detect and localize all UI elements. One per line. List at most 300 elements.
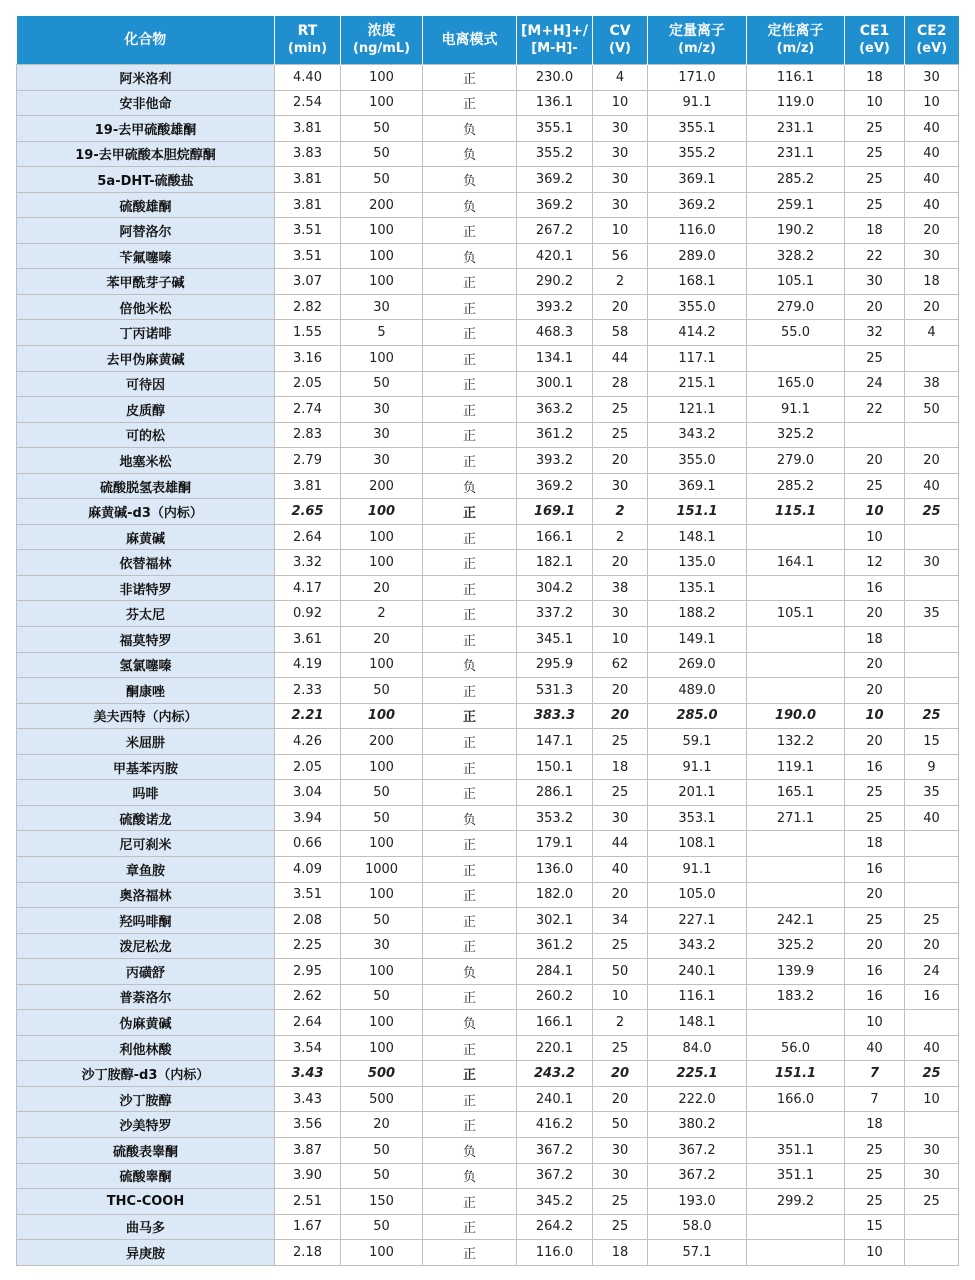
ce1-cell: 22 xyxy=(845,397,905,423)
precursor-ion-cell: 182.1 xyxy=(517,550,593,576)
rt-cell: 3.61 xyxy=(275,627,341,653)
rt-cell: 2.54 xyxy=(275,90,341,116)
ionization-mode-cell: 正 xyxy=(423,754,517,780)
column-header-line1: 浓度 xyxy=(367,23,396,39)
ionization-mode-cell: 正 xyxy=(423,65,517,91)
precursor-ion-cell: 116.0 xyxy=(517,1240,593,1266)
table-row xyxy=(17,882,959,908)
precursor-ion-cell: 230.0 xyxy=(517,65,593,91)
qual-ion-cell: 285.2 xyxy=(747,473,845,499)
ionization-mode-cell: 正 xyxy=(423,984,517,1010)
ce2-cell: 24 xyxy=(905,959,959,985)
ce1-cell: 20 xyxy=(845,448,905,474)
quant-ion-cell: 117.1 xyxy=(648,346,747,372)
qual-ion-cell xyxy=(747,678,845,704)
rt-cell: 3.81 xyxy=(275,192,341,218)
cv-cell: 30 xyxy=(593,167,648,193)
precursor-ion-cell: 367.2 xyxy=(517,1137,593,1163)
ce2-cell: 40 xyxy=(905,473,959,499)
ce1-cell: 25 xyxy=(845,141,905,167)
ce2-cell xyxy=(905,1112,959,1138)
quant-ion-cell: 91.1 xyxy=(648,754,747,780)
rt-cell: 2.82 xyxy=(275,294,341,320)
quant-ion-cell: 135.1 xyxy=(648,575,747,601)
rt-cell: 2.74 xyxy=(275,397,341,423)
ionization-mode-cell: 正 xyxy=(423,269,517,295)
qual-ion-cell: 190.2 xyxy=(747,218,845,244)
ce1-cell: 30 xyxy=(845,269,905,295)
compound-name: 沙丁胺醇 xyxy=(17,1086,275,1112)
ce2-cell: 25 xyxy=(905,499,959,525)
ce2-cell: 30 xyxy=(905,550,959,576)
ionization-mode-cell: 正 xyxy=(423,1112,517,1138)
concentration-cell: 200 xyxy=(341,729,423,755)
precursor-ion-cell: 169.1 xyxy=(517,499,593,525)
compound-name: 芬太尼 xyxy=(17,601,275,627)
rt-cell: 3.87 xyxy=(275,1137,341,1163)
table-container xyxy=(16,16,958,1266)
compound-name: 吗啡 xyxy=(17,780,275,806)
quant-ion-cell: 91.1 xyxy=(648,856,747,882)
compound-parameter-table xyxy=(16,16,959,1266)
ce1-cell: 7 xyxy=(845,1061,905,1087)
ionization-mode-cell: 负 xyxy=(423,1163,517,1189)
ce2-cell xyxy=(905,882,959,908)
concentration-cell: 500 xyxy=(341,1061,423,1087)
ce2-cell xyxy=(905,831,959,857)
concentration-cell: 100 xyxy=(341,882,423,908)
ce1-cell: 20 xyxy=(845,678,905,704)
quant-ion-cell: 343.2 xyxy=(648,422,747,448)
concentration-cell: 50 xyxy=(341,1214,423,1240)
rt-cell: 3.51 xyxy=(275,882,341,908)
compound-name: 丙磺舒 xyxy=(17,959,275,985)
cv-cell: 18 xyxy=(593,1240,648,1266)
qual-ion-cell: 164.1 xyxy=(747,550,845,576)
precursor-ion-cell: 531.3 xyxy=(517,678,593,704)
rt-cell: 2.05 xyxy=(275,371,341,397)
compound-name: 地塞米松 xyxy=(17,448,275,474)
table-row xyxy=(17,269,959,295)
qual-ion-cell: 119.0 xyxy=(747,90,845,116)
quant-ion-cell: 369.1 xyxy=(648,167,747,193)
qual-ion-cell: 151.1 xyxy=(747,1061,845,1087)
cv-cell: 25 xyxy=(593,1035,648,1061)
quant-ion-cell: 148.1 xyxy=(648,524,747,550)
compound-name: 尼可刹米 xyxy=(17,831,275,857)
quant-ion-cell: 121.1 xyxy=(648,397,747,423)
precursor-ion-cell: 345.1 xyxy=(517,627,593,653)
ionization-mode-cell: 正 xyxy=(423,933,517,959)
concentration-cell: 50 xyxy=(341,116,423,142)
ce2-cell xyxy=(905,652,959,678)
precursor-ion-cell: 468.3 xyxy=(517,320,593,346)
table-row xyxy=(17,218,959,244)
ce2-cell: 20 xyxy=(905,218,959,244)
compound-name: 沙丁胺醇-d3（内标） xyxy=(17,1061,275,1087)
ce1-cell: 16 xyxy=(845,575,905,601)
ionization-mode-cell: 负 xyxy=(423,473,517,499)
ionization-mode-cell: 正 xyxy=(423,1035,517,1061)
ce2-cell: 30 xyxy=(905,1137,959,1163)
rt-cell: 3.81 xyxy=(275,473,341,499)
rt-cell: 2.64 xyxy=(275,1010,341,1036)
quant-ion-cell: 367.2 xyxy=(648,1137,747,1163)
column-header xyxy=(517,16,593,65)
ce2-cell: 20 xyxy=(905,448,959,474)
quant-ion-cell: 171.0 xyxy=(648,65,747,91)
qual-ion-cell: 165.1 xyxy=(747,780,845,806)
ce1-cell: 24 xyxy=(845,371,905,397)
compound-name: 5a-DHT-硫酸盐 xyxy=(17,167,275,193)
rt-cell: 3.51 xyxy=(275,218,341,244)
ce1-cell: 20 xyxy=(845,652,905,678)
concentration-cell: 100 xyxy=(341,652,423,678)
table-row xyxy=(17,678,959,704)
concentration-cell: 30 xyxy=(341,933,423,959)
rt-cell: 3.81 xyxy=(275,116,341,142)
table-row xyxy=(17,729,959,755)
qual-ion-cell xyxy=(747,1010,845,1036)
precursor-ion-cell: 345.2 xyxy=(517,1189,593,1215)
ce2-cell: 10 xyxy=(905,90,959,116)
qual-ion-cell: 115.1 xyxy=(747,499,845,525)
qual-ion-cell xyxy=(747,524,845,550)
qual-ion-cell: 132.2 xyxy=(747,729,845,755)
concentration-cell: 100 xyxy=(341,65,423,91)
column-header-line2: (V) xyxy=(609,41,631,56)
concentration-cell: 30 xyxy=(341,397,423,423)
table-row xyxy=(17,65,959,91)
ce1-cell: 15 xyxy=(845,1214,905,1240)
ionization-mode-cell: 正 xyxy=(423,1061,517,1087)
concentration-cell: 100 xyxy=(341,1035,423,1061)
quant-ion-cell: 222.0 xyxy=(648,1086,747,1112)
concentration-cell: 50 xyxy=(341,678,423,704)
concentration-cell: 50 xyxy=(341,984,423,1010)
cv-cell: 25 xyxy=(593,780,648,806)
precursor-ion-cell: 363.2 xyxy=(517,397,593,423)
ce1-cell: 20 xyxy=(845,882,905,908)
rt-cell: 2.83 xyxy=(275,422,341,448)
quant-ion-cell: 355.0 xyxy=(648,448,747,474)
ce1-cell: 18 xyxy=(845,831,905,857)
ce1-cell: 18 xyxy=(845,65,905,91)
ionization-mode-cell: 正 xyxy=(423,371,517,397)
quant-ion-cell: 116.0 xyxy=(648,218,747,244)
ce2-cell xyxy=(905,524,959,550)
table-row xyxy=(17,933,959,959)
rt-cell: 3.43 xyxy=(275,1061,341,1087)
qual-ion-cell xyxy=(747,882,845,908)
precursor-ion-cell: 166.1 xyxy=(517,1010,593,1036)
quant-ion-cell: 116.1 xyxy=(648,984,747,1010)
cv-cell: 44 xyxy=(593,831,648,857)
ce2-cell: 20 xyxy=(905,294,959,320)
qual-ion-cell: 231.1 xyxy=(747,141,845,167)
ce1-cell: 25 xyxy=(845,908,905,934)
quant-ion-cell: 489.0 xyxy=(648,678,747,704)
cv-cell: 2 xyxy=(593,499,648,525)
concentration-cell: 50 xyxy=(341,805,423,831)
column-header xyxy=(593,16,648,65)
column-header xyxy=(341,16,423,65)
ce1-cell: 7 xyxy=(845,1086,905,1112)
rt-cell: 3.32 xyxy=(275,550,341,576)
ionization-mode-cell: 正 xyxy=(423,397,517,423)
quant-ion-cell: 269.0 xyxy=(648,652,747,678)
quant-ion-cell: 149.1 xyxy=(648,627,747,653)
ionization-mode-cell: 正 xyxy=(423,908,517,934)
column-header-line1: [M+H]+/ xyxy=(520,23,589,39)
table-row xyxy=(17,575,959,601)
table-row xyxy=(17,371,959,397)
qual-ion-cell xyxy=(747,1214,845,1240)
ce1-cell: 32 xyxy=(845,320,905,346)
quant-ion-cell: 355.1 xyxy=(648,116,747,142)
table-row xyxy=(17,908,959,934)
quant-ion-cell: 188.2 xyxy=(648,601,747,627)
ce2-cell: 30 xyxy=(905,243,959,269)
precursor-ion-cell: 420.1 xyxy=(517,243,593,269)
compound-name: 可待因 xyxy=(17,371,275,397)
ionization-mode-cell: 负 xyxy=(423,805,517,831)
cv-cell: 10 xyxy=(593,627,648,653)
rt-cell: 3.16 xyxy=(275,346,341,372)
qual-ion-cell: 325.2 xyxy=(747,422,845,448)
table-row xyxy=(17,90,959,116)
ce2-cell: 35 xyxy=(905,601,959,627)
table-row xyxy=(17,652,959,678)
ce2-cell: 30 xyxy=(905,1163,959,1189)
cv-cell: 20 xyxy=(593,448,648,474)
qual-ion-cell: 183.2 xyxy=(747,984,845,1010)
ce1-cell: 10 xyxy=(845,1240,905,1266)
cv-cell: 30 xyxy=(593,805,648,831)
column-header xyxy=(845,16,905,65)
column-header-line2: (eV) xyxy=(916,41,948,56)
rt-cell: 1.55 xyxy=(275,320,341,346)
quant-ion-cell: 369.1 xyxy=(648,473,747,499)
quant-ion-cell: 227.1 xyxy=(648,908,747,934)
compound-name: 苄氟噻嗪 xyxy=(17,243,275,269)
column-header-line2: (m/z) xyxy=(678,41,716,56)
rt-cell: 4.40 xyxy=(275,65,341,91)
column-header xyxy=(747,16,845,65)
ionization-mode-cell: 负 xyxy=(423,167,517,193)
compound-name: 硫酸诺龙 xyxy=(17,805,275,831)
qual-ion-cell: 279.0 xyxy=(747,294,845,320)
rt-cell: 0.92 xyxy=(275,601,341,627)
ionization-mode-cell: 正 xyxy=(423,678,517,704)
ce2-cell: 40 xyxy=(905,805,959,831)
table-row xyxy=(17,192,959,218)
ce2-cell xyxy=(905,575,959,601)
quant-ion-cell: 289.0 xyxy=(648,243,747,269)
rt-cell: 2.08 xyxy=(275,908,341,934)
ce1-cell: 25 xyxy=(845,473,905,499)
precursor-ion-cell: 304.2 xyxy=(517,575,593,601)
qual-ion-cell: 231.1 xyxy=(747,116,845,142)
ionization-mode-cell: 正 xyxy=(423,550,517,576)
concentration-cell: 100 xyxy=(341,90,423,116)
precursor-ion-cell: 150.1 xyxy=(517,754,593,780)
table-row xyxy=(17,754,959,780)
cv-cell: 20 xyxy=(593,1086,648,1112)
rt-cell: 4.26 xyxy=(275,729,341,755)
column-header-line1: 定量离子 xyxy=(669,23,725,39)
table-row xyxy=(17,1112,959,1138)
cv-cell: 20 xyxy=(593,1061,648,1087)
concentration-cell: 20 xyxy=(341,627,423,653)
ionization-mode-cell: 正 xyxy=(423,346,517,372)
table-row xyxy=(17,1214,959,1240)
ce2-cell xyxy=(905,346,959,372)
compound-name: 氢氯噻嗪 xyxy=(17,652,275,678)
column-header-line1: RT xyxy=(297,23,318,39)
precursor-ion-cell: 355.2 xyxy=(517,141,593,167)
compound-name: 异庚胺 xyxy=(17,1240,275,1266)
ce1-cell: 40 xyxy=(845,1035,905,1061)
quant-ion-cell: 353.1 xyxy=(648,805,747,831)
qual-ion-cell xyxy=(747,1240,845,1266)
cv-cell: 30 xyxy=(593,1137,648,1163)
table-row xyxy=(17,627,959,653)
ce1-cell: 25 xyxy=(845,780,905,806)
ce2-cell: 18 xyxy=(905,269,959,295)
ce1-cell: 16 xyxy=(845,856,905,882)
precursor-ion-cell: 337.2 xyxy=(517,601,593,627)
compound-name: 可的松 xyxy=(17,422,275,448)
cv-cell: 20 xyxy=(593,550,648,576)
rt-cell: 0.66 xyxy=(275,831,341,857)
concentration-cell: 500 xyxy=(341,1086,423,1112)
ce2-cell xyxy=(905,1214,959,1240)
column-header xyxy=(905,16,959,65)
ionization-mode-cell: 负 xyxy=(423,1137,517,1163)
table-row xyxy=(17,831,959,857)
qual-ion-cell xyxy=(747,346,845,372)
cv-cell: 25 xyxy=(593,422,648,448)
concentration-cell: 100 xyxy=(341,269,423,295)
concentration-cell: 100 xyxy=(341,1010,423,1036)
ce1-cell: 10 xyxy=(845,90,905,116)
concentration-cell: 100 xyxy=(341,218,423,244)
ionization-mode-cell: 正 xyxy=(423,1086,517,1112)
cv-cell: 25 xyxy=(593,1214,648,1240)
table-row xyxy=(17,550,959,576)
ce2-cell: 10 xyxy=(905,1086,959,1112)
precursor-ion-cell: 355.1 xyxy=(517,116,593,142)
ionization-mode-cell: 负 xyxy=(423,141,517,167)
column-header xyxy=(275,16,341,65)
cv-cell: 2 xyxy=(593,1010,648,1036)
table-row xyxy=(17,703,959,729)
quant-ion-cell: 91.1 xyxy=(648,90,747,116)
precursor-ion-cell: 260.2 xyxy=(517,984,593,1010)
cv-cell: 25 xyxy=(593,729,648,755)
column-header xyxy=(648,16,747,65)
rt-cell: 2.25 xyxy=(275,933,341,959)
ce1-cell: 18 xyxy=(845,627,905,653)
precursor-ion-cell: 393.2 xyxy=(517,294,593,320)
concentration-cell: 1000 xyxy=(341,856,423,882)
qual-ion-cell: 55.0 xyxy=(747,320,845,346)
ce1-cell xyxy=(845,422,905,448)
quant-ion-cell: 343.2 xyxy=(648,933,747,959)
cv-cell: 25 xyxy=(593,933,648,959)
ionization-mode-cell: 正 xyxy=(423,1214,517,1240)
cv-cell: 4 xyxy=(593,65,648,91)
quant-ion-cell: 151.1 xyxy=(648,499,747,525)
column-header-line1: CV xyxy=(609,23,631,39)
compound-name: 奥洛福林 xyxy=(17,882,275,908)
table-row xyxy=(17,243,959,269)
compound-name: 安非他命 xyxy=(17,90,275,116)
precursor-ion-cell: 240.1 xyxy=(517,1086,593,1112)
ce1-cell: 12 xyxy=(845,550,905,576)
column-header-line2: (m/z) xyxy=(776,41,815,56)
cv-cell: 30 xyxy=(593,473,648,499)
ce1-cell: 20 xyxy=(845,601,905,627)
table-row xyxy=(17,141,959,167)
ce1-cell: 25 xyxy=(845,346,905,372)
ce1-cell: 10 xyxy=(845,499,905,525)
precursor-ion-cell: 361.2 xyxy=(517,422,593,448)
cv-cell: 58 xyxy=(593,320,648,346)
qual-ion-cell: 351.1 xyxy=(747,1163,845,1189)
precursor-ion-cell: 264.2 xyxy=(517,1214,593,1240)
ionization-mode-cell: 正 xyxy=(423,524,517,550)
cv-cell: 10 xyxy=(593,218,648,244)
compound-name: 酮康唑 xyxy=(17,678,275,704)
qual-ion-cell: 91.1 xyxy=(747,397,845,423)
compound-name: 硫酸睾酮 xyxy=(17,1163,275,1189)
precursor-ion-cell: 179.1 xyxy=(517,831,593,857)
ionization-mode-cell: 正 xyxy=(423,703,517,729)
ce2-cell: 25 xyxy=(905,908,959,934)
concentration-cell: 2 xyxy=(341,601,423,627)
cv-cell: 50 xyxy=(593,1112,648,1138)
precursor-ion-cell: 243.2 xyxy=(517,1061,593,1087)
rt-cell: 2.95 xyxy=(275,959,341,985)
compound-name: 硫酸表睾酮 xyxy=(17,1137,275,1163)
qual-ion-cell: 351.1 xyxy=(747,1137,845,1163)
table-body xyxy=(17,65,959,1266)
ionization-mode-cell: 正 xyxy=(423,1240,517,1266)
rt-cell: 3.90 xyxy=(275,1163,341,1189)
qual-ion-cell xyxy=(747,652,845,678)
compound-name: 美夫西特（内标） xyxy=(17,703,275,729)
ce2-cell: 40 xyxy=(905,192,959,218)
compound-name: 曲马多 xyxy=(17,1214,275,1240)
table-row xyxy=(17,294,959,320)
rt-cell: 4.17 xyxy=(275,575,341,601)
ce1-cell: 10 xyxy=(845,703,905,729)
column-header-line1: CE1 xyxy=(859,23,890,39)
qual-ion-cell xyxy=(747,856,845,882)
qual-ion-cell xyxy=(747,1112,845,1138)
ce2-cell: 9 xyxy=(905,754,959,780)
table-row xyxy=(17,1061,959,1087)
ionization-mode-cell: 正 xyxy=(423,601,517,627)
compound-name: 麻黄碱 xyxy=(17,524,275,550)
cv-cell: 20 xyxy=(593,678,648,704)
precursor-ion-cell: 369.2 xyxy=(517,192,593,218)
ce2-cell xyxy=(905,422,959,448)
cv-cell: 28 xyxy=(593,371,648,397)
precursor-ion-cell: 361.2 xyxy=(517,933,593,959)
